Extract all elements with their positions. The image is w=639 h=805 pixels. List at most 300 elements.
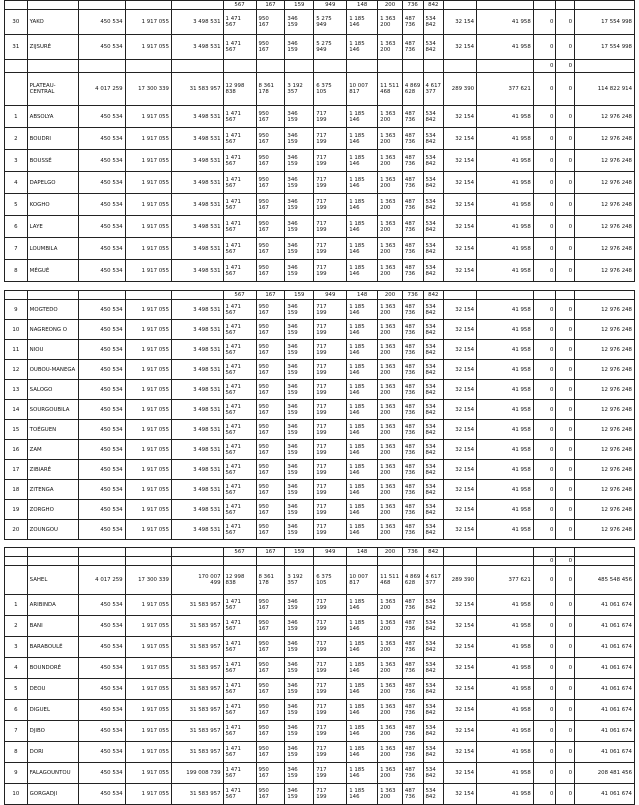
split-cell [378, 658, 403, 679]
split-cell [378, 763, 403, 784]
split-cell [347, 216, 378, 238]
cell-line: 200 [380, 226, 391, 233]
cell-line: 105 [316, 580, 327, 586]
table-cell [347, 60, 378, 73]
cell-line: 842 [425, 160, 436, 167]
amount-cell: 1 917 055 [125, 460, 171, 480]
total-cell: 41 061 674 [575, 658, 635, 679]
row-number: 31 [5, 35, 28, 60]
split-cell [347, 480, 378, 500]
cell-line: 950 [258, 599, 269, 605]
cell-line: 167 [258, 647, 269, 653]
total-cell: 114 822 914 [575, 73, 635, 106]
table-cell [27, 291, 79, 300]
amount-cell: 1 917 055 [125, 679, 171, 700]
table-row [5, 340, 635, 360]
cell-line: 487 [404, 788, 416, 794]
commune-name: MÉGUÉ [27, 260, 79, 282]
total-cell: 41 061 674 [575, 721, 635, 742]
split-cell [223, 520, 256, 540]
cell-line: 167 [258, 270, 269, 277]
amount-cell: 41 958 [477, 480, 534, 500]
zero-cell: 0 [533, 440, 556, 460]
amount-cell: 1 917 055 [125, 520, 171, 540]
cell-line: 736 [404, 248, 416, 255]
row-number: 3 [5, 637, 28, 658]
cell-line: 200 [380, 409, 391, 416]
cell-line: 3 192 [287, 83, 303, 89]
amount-cell: 32 154 [444, 400, 477, 420]
split-cell [347, 128, 378, 150]
split-cell [314, 658, 347, 679]
total-cell: 12 976 248 [575, 400, 635, 420]
cell-line: 817 [349, 580, 360, 586]
cell-line: 950 [258, 403, 269, 410]
cell-line: 146 [349, 731, 360, 737]
zero-cell: 0 [556, 60, 575, 73]
cell-line: 105 [316, 89, 327, 95]
table-cell [378, 557, 403, 566]
cell-line: 159 [287, 489, 298, 496]
split-cell [347, 460, 378, 480]
table-cell [27, 1, 79, 10]
amount-cell: 450 534 [79, 10, 125, 35]
zero-cell: 0 [533, 128, 556, 150]
split-cell [285, 300, 314, 320]
cell-line: 534 [425, 176, 436, 183]
split-cell [223, 658, 256, 679]
cell-line: 8 361 [258, 83, 274, 89]
cell-line: 199 [316, 668, 327, 674]
amount-cell: 3 498 531 [172, 150, 224, 172]
split-cell [402, 320, 423, 340]
table-row [5, 763, 635, 784]
amount-cell: 289 390 [444, 73, 477, 106]
commune-name: DORI [27, 742, 79, 763]
cell-line: 1 363 [380, 242, 396, 249]
amount-cell: 41 958 [477, 150, 534, 172]
cell-line: 199 [316, 752, 327, 758]
split-cell [402, 566, 423, 595]
amount-cell: 41 958 [477, 721, 534, 742]
cell-line: 1 363 [380, 154, 396, 161]
cell-line: 1 471 [225, 323, 241, 330]
cell-line: 567 [225, 449, 236, 456]
zero-cell: 0 [556, 400, 575, 420]
cell-line: 346 [287, 641, 298, 647]
commune-name: BOUNDORÉ [27, 658, 79, 679]
split-cell [347, 700, 378, 721]
cell-line: 736 [404, 668, 416, 674]
split-cell [223, 10, 256, 35]
amount-cell: 450 534 [79, 320, 125, 340]
cell-line: 842 [425, 489, 436, 496]
cell-line: 950 [258, 483, 269, 490]
zero-cell: 0 [533, 238, 556, 260]
cell-line: 950 [258, 683, 269, 689]
amount-cell: 3 498 531 [172, 480, 224, 500]
unit-cost-cell: 167 [256, 548, 285, 557]
table-cell [556, 291, 575, 300]
cell-line: 567 [225, 469, 236, 476]
cell-line: 1 363 [380, 483, 396, 490]
amount-cell: 32 154 [444, 460, 477, 480]
split-cell [223, 238, 256, 260]
cell-line: 200 [380, 116, 391, 123]
zero-cell: 0 [556, 500, 575, 520]
cell-line: 1 185 [349, 443, 365, 450]
cell-line: 346 [287, 220, 298, 227]
table-cell [125, 60, 171, 73]
amount-cell: 3 498 531 [172, 320, 224, 340]
split-cell [285, 460, 314, 480]
split-cell [314, 10, 347, 35]
zero-cell: 0 [556, 440, 575, 460]
cell-line: 167 [258, 369, 269, 376]
cell-line: 346 [287, 303, 298, 310]
cell-line: 950 [258, 620, 269, 626]
table-cell [5, 557, 28, 566]
amount-cell: 17 300 339 [125, 566, 171, 595]
split-cell [314, 637, 347, 658]
cell-line: 200 [380, 182, 391, 189]
cell-line: 817 [349, 89, 360, 95]
separator-row [5, 557, 635, 566]
amount-cell: 377 621 [477, 73, 534, 106]
amount-cell: 32 154 [444, 784, 477, 805]
cell-line: 200 [380, 47, 391, 53]
cell-line: 1 471 [225, 725, 241, 731]
cell-line: 346 [287, 383, 298, 390]
table-cell [5, 548, 28, 557]
cell-line: 534 [425, 242, 436, 249]
split-cell [402, 784, 423, 805]
zero-cell: 0 [556, 420, 575, 440]
split-cell [256, 637, 285, 658]
cell-line: 199 [316, 182, 327, 189]
split-cell [314, 73, 347, 106]
cell-line: 567 [225, 409, 236, 416]
cell-line: 159 [287, 429, 298, 436]
cell-line: 534 [425, 523, 436, 530]
cell-line: 199 [316, 794, 327, 800]
unit-cost-cell: 148 [347, 548, 378, 557]
split-cell [423, 128, 444, 150]
zero-cell: 0 [556, 763, 575, 784]
amount-cell: 41 958 [477, 520, 534, 540]
table-cell [477, 60, 534, 73]
split-cell [423, 380, 444, 400]
cell-line: 1 471 [225, 767, 241, 773]
table-cell [402, 557, 423, 566]
cell-line: 717 [316, 463, 327, 470]
zero-cell: 0 [556, 460, 575, 480]
cell-line: 717 [316, 242, 327, 249]
zero-cell: 0 [556, 784, 575, 805]
amount-cell: 32 154 [444, 380, 477, 400]
zero-cell: 0 [533, 784, 556, 805]
cell-line: 4 869 [404, 574, 421, 580]
table-cell [125, 291, 171, 300]
split-cell [314, 194, 347, 216]
cell-line: 159 [287, 349, 298, 356]
amount-cell: 41 958 [477, 106, 534, 128]
table-cell [5, 566, 28, 595]
cell-line: 842 [425, 509, 436, 516]
split-cell [285, 10, 314, 35]
cell-line: 717 [316, 599, 327, 605]
cell-line: 146 [349, 605, 360, 611]
split-cell [378, 320, 403, 340]
cell-line: 534 [425, 620, 436, 626]
amount-cell: 32 154 [444, 520, 477, 540]
split-cell [223, 150, 256, 172]
amount-cell: 32 154 [444, 300, 477, 320]
zero-cell: 0 [556, 238, 575, 260]
cell-line: 1 185 [349, 599, 365, 605]
cell-line: 736 [404, 429, 416, 436]
cell-line: 487 [404, 443, 416, 450]
cell-line: 159 [287, 409, 298, 416]
split-cell [285, 420, 314, 440]
unit-cost-cell: 200 [378, 291, 403, 300]
amount-cell: 1 917 055 [125, 360, 171, 380]
split-cell [402, 420, 423, 440]
amount-cell: 32 154 [444, 480, 477, 500]
table-row [5, 106, 635, 128]
amount-cell: 199 008 739 [172, 763, 224, 784]
table-cell [79, 1, 125, 10]
cell-line: 1 363 [380, 423, 396, 430]
amount-cell: 32 154 [444, 616, 477, 637]
split-cell [347, 35, 378, 60]
split-cell [378, 340, 403, 360]
split-cell [347, 360, 378, 380]
split-cell [347, 742, 378, 763]
table-row [5, 637, 635, 658]
cell-line: 159 [287, 710, 298, 716]
amount-cell: 450 534 [79, 420, 125, 440]
split-cell [223, 763, 256, 784]
cell-line: 717 [316, 264, 327, 271]
split-cell [314, 35, 347, 60]
split-cell [347, 658, 378, 679]
cell-line: 346 [287, 767, 298, 773]
cell-line: 1 363 [380, 220, 396, 227]
amount-cell: 450 534 [79, 742, 125, 763]
split-cell [314, 763, 347, 784]
cell-line: 1 471 [225, 242, 241, 249]
amount-cell: 31 583 957 [172, 721, 224, 742]
split-cell [285, 566, 314, 595]
table-row [5, 260, 635, 282]
cell-line: 842 [425, 349, 436, 356]
zero-cell: 0 [556, 360, 575, 380]
split-cell [314, 300, 347, 320]
cell-line: 3 192 [287, 574, 303, 580]
amount-cell: 4 017 259 [79, 566, 125, 595]
amount-cell: 450 534 [79, 128, 125, 150]
split-cell [256, 320, 285, 340]
split-cell [402, 172, 423, 194]
cell-line: 146 [349, 647, 360, 653]
split-cell [378, 637, 403, 658]
cell-line: 736 [404, 369, 416, 376]
zero-cell: 0 [533, 360, 556, 380]
cell-line: 1 471 [225, 383, 241, 390]
cell-line: 717 [316, 523, 327, 530]
cell-line: 1 363 [380, 683, 396, 689]
cell-line: 199 [316, 731, 327, 737]
cell-line: 200 [380, 794, 391, 800]
cell-line: 950 [258, 523, 269, 530]
cell-line: 487 [404, 383, 416, 390]
cell-line: 167 [258, 710, 269, 716]
zero-cell: 0 [556, 300, 575, 320]
split-cell [378, 106, 403, 128]
split-cell [402, 440, 423, 460]
cell-line: 346 [287, 483, 298, 490]
row-number: 9 [5, 763, 28, 784]
split-cell [314, 340, 347, 360]
table-cell [444, 548, 477, 557]
split-cell [314, 380, 347, 400]
cell-line: 159 [287, 309, 298, 316]
split-cell [256, 35, 285, 60]
cell-line: 1 363 [380, 41, 396, 47]
cell-line: 468 [380, 89, 391, 95]
cell-line: 1 363 [380, 463, 396, 470]
cell-line: 534 [425, 662, 436, 668]
amount-cell: 1 917 055 [125, 216, 171, 238]
cell-line: 1 471 [225, 641, 241, 647]
row-number: 5 [5, 679, 28, 700]
amount-cell: 450 534 [79, 480, 125, 500]
split-cell [423, 260, 444, 282]
amount-cell: 32 154 [444, 679, 477, 700]
cell-line: 200 [380, 731, 391, 737]
split-cell [314, 106, 347, 128]
unit-cost-cell: 200 [378, 548, 403, 557]
split-cell [378, 420, 403, 440]
cell-line: 950 [258, 264, 269, 271]
split-cell [378, 238, 403, 260]
zero-cell: 0 [533, 721, 556, 742]
amount-cell: 32 154 [444, 260, 477, 282]
amount-cell: 3 498 531 [172, 460, 224, 480]
cell-line: 487 [404, 403, 416, 410]
zero-cell: 0 [533, 400, 556, 420]
split-cell [223, 566, 256, 595]
table-cell [285, 60, 314, 73]
row-number: 8 [5, 742, 28, 763]
cell-line: 487 [404, 620, 416, 626]
cell-line: 717 [316, 443, 327, 450]
cell-line: 1 363 [380, 704, 396, 710]
amount-cell: 450 534 [79, 616, 125, 637]
cell-line: 487 [404, 132, 416, 139]
split-cell [285, 360, 314, 380]
amount-cell: 32 154 [444, 700, 477, 721]
cell-line: 146 [349, 204, 360, 211]
split-cell [314, 320, 347, 340]
cell-line: 199 [316, 509, 327, 516]
split-cell [402, 340, 423, 360]
split-cell [347, 172, 378, 194]
split-cell [223, 440, 256, 460]
commune-name: ZORGHO [27, 500, 79, 520]
row-number: 16 [5, 440, 28, 460]
split-cell [223, 340, 256, 360]
zero-cell: 0 [556, 679, 575, 700]
amount-cell: 3 498 531 [172, 216, 224, 238]
cell-line: 1 185 [349, 523, 365, 530]
cell-line: 146 [349, 389, 360, 396]
commune-name: DJIBO [27, 721, 79, 742]
table-cell [347, 557, 378, 566]
unit-cost-cell: 736 [402, 548, 423, 557]
split-cell [378, 520, 403, 540]
split-cell [347, 194, 378, 216]
split-cell [347, 520, 378, 540]
zero-cell: 0 [556, 566, 575, 595]
split-cell [256, 500, 285, 520]
cell-line: 567 [225, 138, 236, 145]
cell-line: 1 471 [225, 220, 241, 227]
split-cell [423, 320, 444, 340]
unit-cost-cell: 159 [285, 548, 314, 557]
split-cell [285, 380, 314, 400]
split-cell [423, 742, 444, 763]
split-cell [256, 616, 285, 637]
cell-line: 567 [225, 349, 236, 356]
table-cell [533, 291, 556, 300]
cell-line: 146 [349, 329, 360, 336]
cell-line: 200 [380, 529, 391, 536]
cell-line: 842 [425, 47, 436, 53]
table-row [5, 300, 635, 320]
amount-cell: 31 583 957 [172, 700, 224, 721]
zero-cell: 0 [556, 700, 575, 721]
table-cell [79, 291, 125, 300]
split-cell [423, 360, 444, 380]
cell-line: 159 [287, 270, 298, 277]
split-cell [256, 784, 285, 805]
cell-line: 842 [425, 226, 436, 233]
split-cell [285, 616, 314, 637]
cell-line: 534 [425, 788, 436, 794]
total-cell: 12 976 248 [575, 360, 635, 380]
split-cell [378, 260, 403, 282]
cell-line: 950 [258, 110, 269, 117]
amount-cell: 3 498 531 [172, 194, 224, 216]
split-cell [347, 320, 378, 340]
table-row [5, 616, 635, 637]
zero-cell: 0 [533, 520, 556, 540]
zero-cell: 0 [533, 500, 556, 520]
unit-cost-row [5, 1, 635, 10]
split-cell [285, 216, 314, 238]
cell-line: 199 [316, 204, 327, 211]
table-cell [444, 291, 477, 300]
cell-line: 736 [404, 116, 416, 123]
cell-line: 346 [287, 503, 298, 510]
amount-cell [172, 566, 224, 595]
cell-line: 1 471 [225, 662, 241, 668]
split-cell [347, 380, 378, 400]
cell-line: 1 185 [349, 110, 365, 117]
zero-cell: 0 [556, 340, 575, 360]
